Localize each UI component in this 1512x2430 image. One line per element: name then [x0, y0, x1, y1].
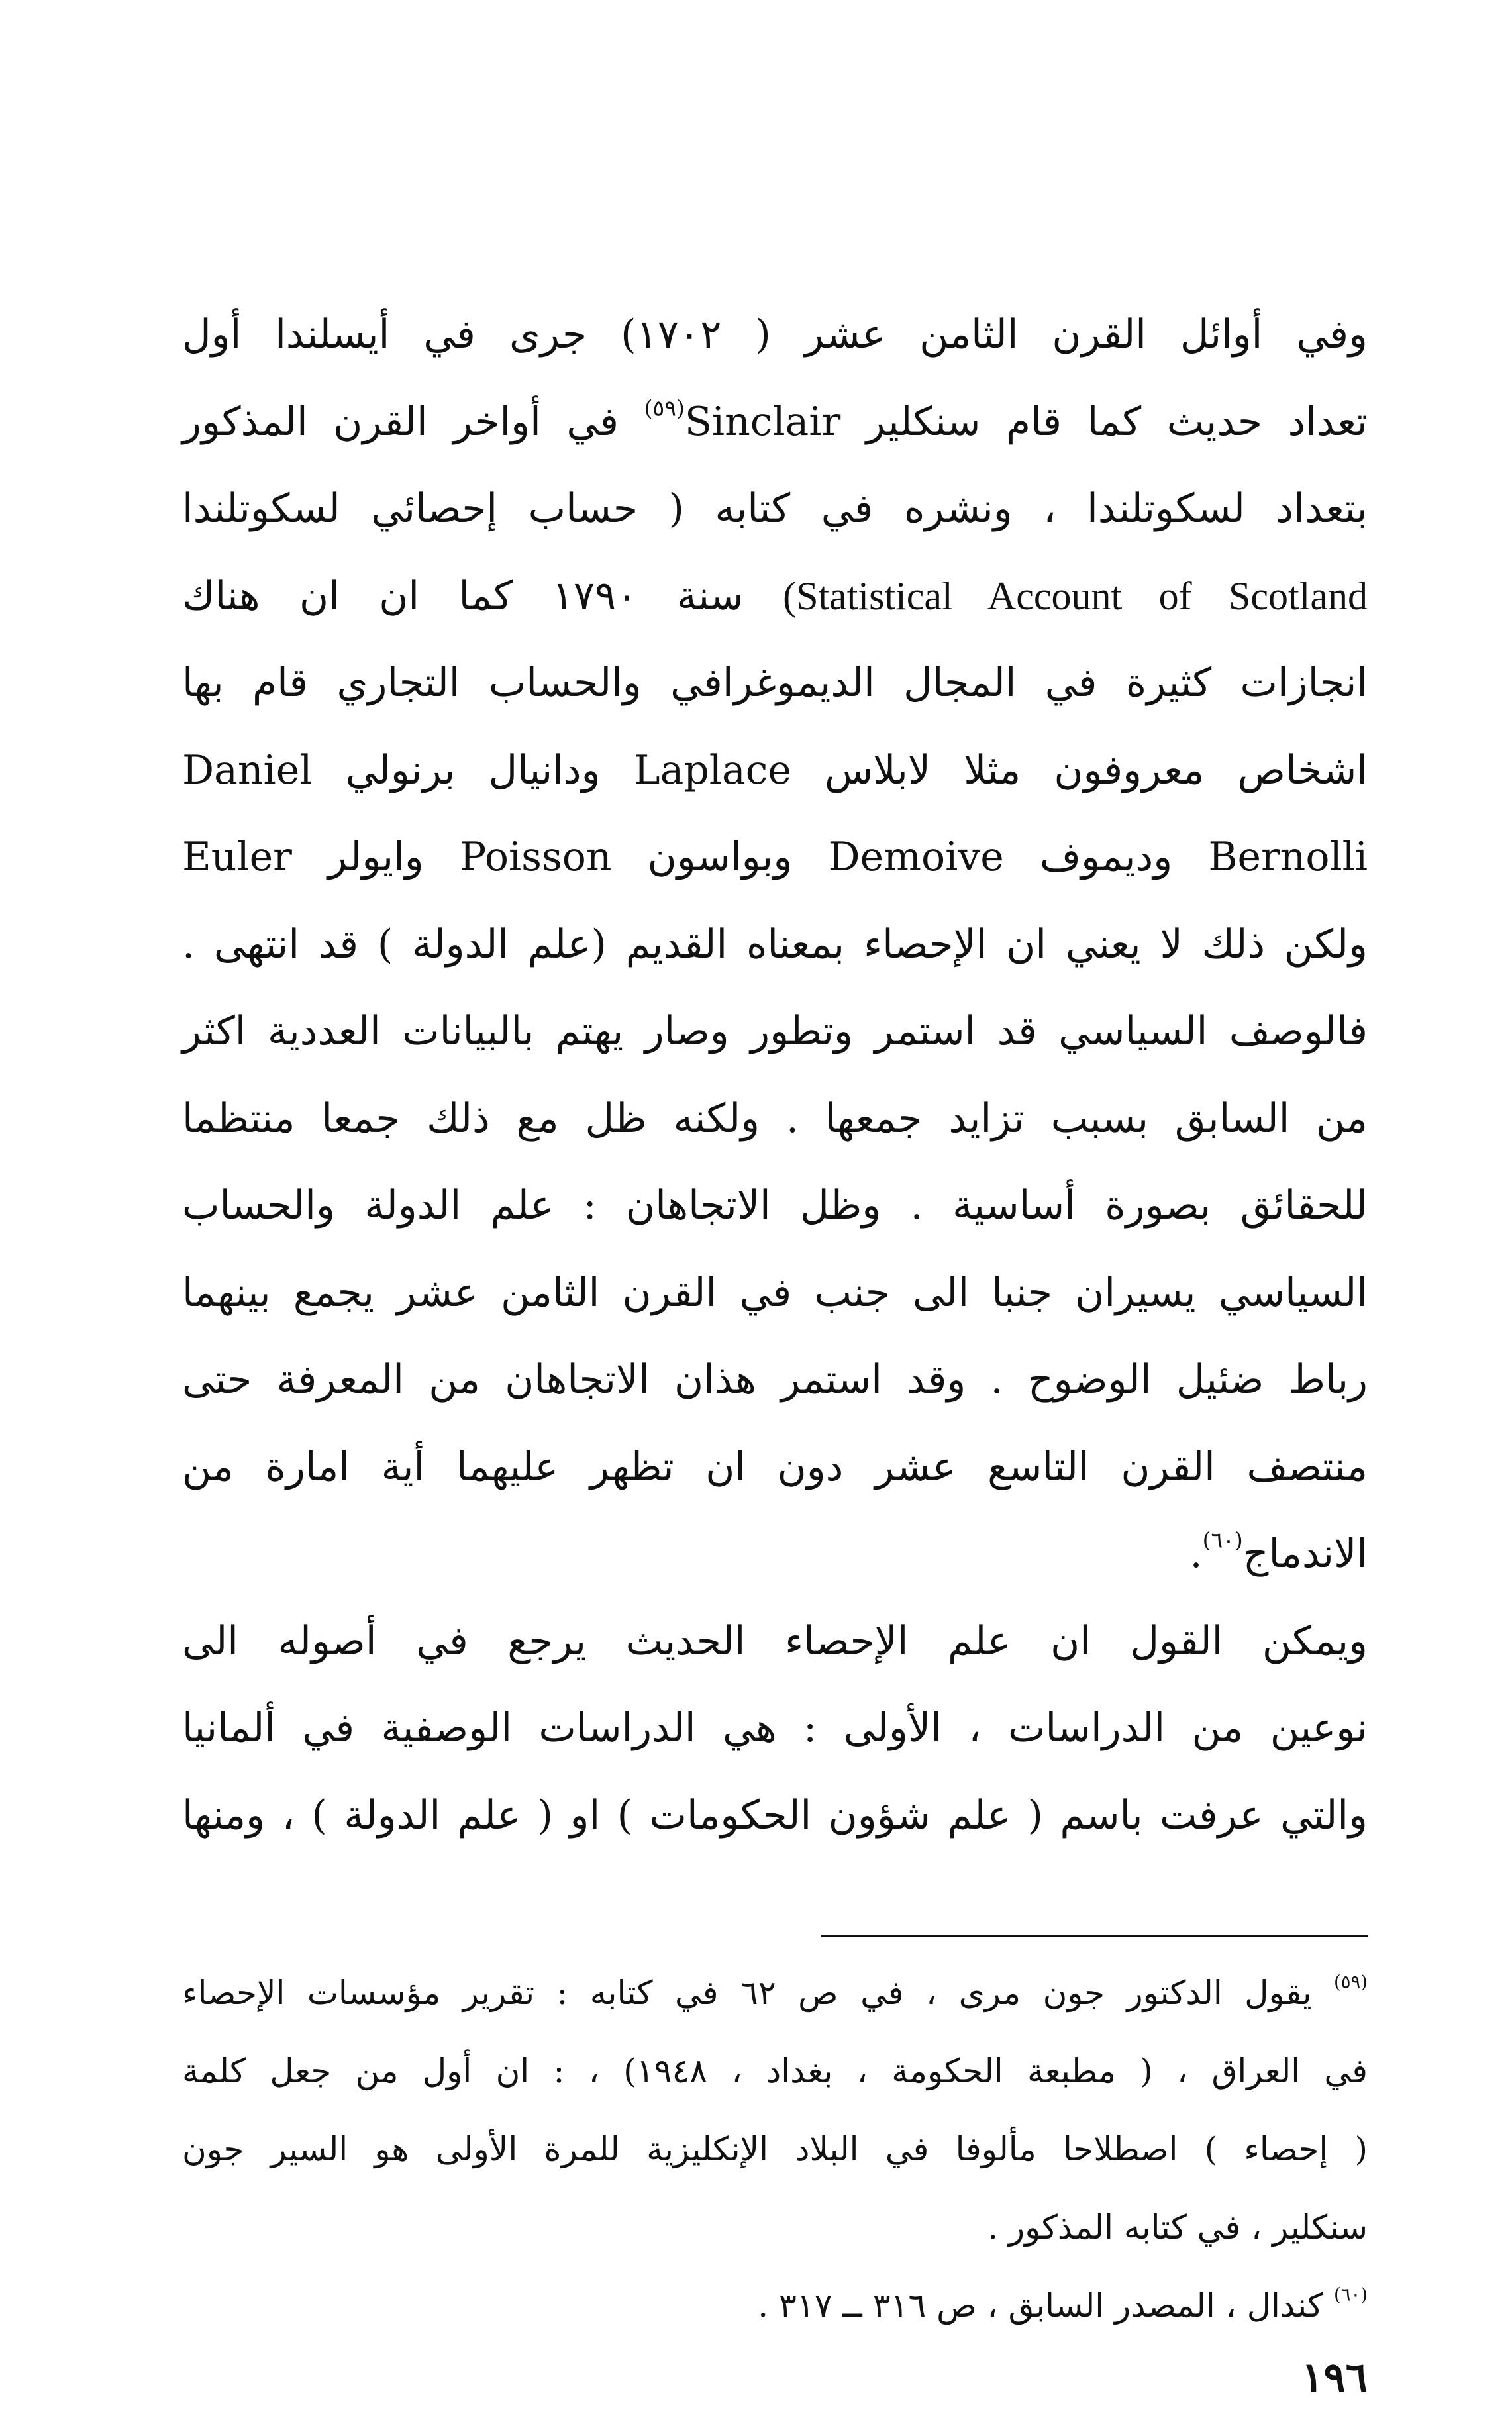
footnote-separator — [821, 1935, 1368, 1937]
text-line-1: وفي أوائل القرن الثامن عشر ( ١٧٠٢) جرى في أيسلندا أول — [182, 311, 1368, 358]
text-line-4-latin: (Statistical Account of Scotland — [783, 574, 1368, 618]
footnote-59-line-4: سنكلير ، في كتابه المذكور . — [987, 2208, 1368, 2247]
text-line-4 — [182, 553, 1368, 640]
text-line-16: ويمكن القول ان علم الإحصاء الحديث يرجع في أصوله الى — [182, 1617, 1368, 1664]
footnote-ref-60: (٦٠) — [1202, 1527, 1243, 1553]
footnote-59-marker: (٥٩) — [1333, 1971, 1368, 1993]
footnotes — [182, 1954, 1368, 2345]
text-line-14: منتصف القرن التاسع عشر دون ان تظهر عليهما أية امارة من — [182, 1443, 1368, 1490]
text-line-10: من السابق بسبب تزايد جمعها . ولكنه ظل مع ذلك جمعا منتظما — [182, 1095, 1368, 1142]
text-line-15-word: الاندماج — [1242, 1531, 1368, 1577]
text-line-9: فالوصف السياسي قد استمر وتطور وصار يهتم بالبيانات العددية اكثر — [182, 1008, 1368, 1054]
footnote-59-text-1: يقول الدكتور جون مرى ، في ص ٦٢ في كتابه : تقرير مؤسسات الإحصاء — [182, 1974, 1312, 2012]
text-line-15 — [182, 1511, 1368, 1598]
text-line-2-end: في أواخر القرن المذكور — [182, 398, 619, 445]
footnote-60 — [182, 2266, 1368, 2345]
footnote-60-text: كندال ، المصدر السابق ، ص ٣١٦ ــ ٣١٧ . — [758, 2286, 1324, 2325]
footnote-ref-59: (٥٩) — [644, 394, 685, 421]
page-number: ١٩٦ — [1301, 2353, 1368, 2402]
text-line-13: رباط ضئيل الوضوح . وقد استمر هذان الاتجاهان من المعرفة حتى — [182, 1356, 1368, 1403]
text-line-17: نوعين من الدراسات ، الأولى : هي الدراسات الوصفية في ألمانيا — [182, 1705, 1368, 1751]
main-body-text — [182, 291, 1368, 1859]
footnote-60-marker: (٦٠) — [1333, 2284, 1368, 2305]
text-line-15-period: . — [1189, 1531, 1203, 1577]
text-line-18: والتي عرفت باسم ( علم شؤون الحكومات ) او ( علم الدولة ) ، ومنها — [182, 1792, 1368, 1839]
footnote-59-line-2: في العراق ، ( مطبعة الحكومة ، بغداد ، ١٩٤٨) ، : ان أول من جعل كلمة — [182, 2052, 1368, 2090]
text-line-12: السياسي يسيران جنبا الى جنب في القرن الثامن عشر يجمع بينهما — [182, 1269, 1368, 1316]
text-line-4-arabic: سنة ١٧٩٠ كما ان ان هناك — [182, 572, 744, 619]
text-line-5: انجازات كثيرة في المجال الديموغرافي والحساب التجاري قام بها — [182, 660, 1368, 706]
text-line-3: بتعداد لسكوتلندا ، ونشره في كتابه ( حساب إحصائي لسكوتلندا — [182, 485, 1368, 532]
text-line-8: ولكن ذلك لا يعني ان الإحصاء بمعناه القديم (علم الدولة ) قد انتهى . — [182, 921, 1368, 968]
text-line-2 — [182, 379, 1368, 466]
text-line-7: Bernolli وديموف Demoive وبواسون Poisson وايولر Euler — [182, 834, 1368, 880]
text-line-2-start: تعداد حديث كما قام سنكلير Sinclair — [684, 398, 1368, 445]
footnote-59-line-1 — [182, 1954, 1368, 2032]
text-line-6: اشخاص معروفون مثلا لابلاس Laplace ودانيال برنولي Daniel — [182, 746, 1368, 793]
footnote-59-line-3: ( إحصاء ) اصطلاحا مألوفا في البلاد الإنكليزية للمرة الأولى هو السير جون — [182, 2130, 1368, 2168]
text-line-11: للحقائق بصورة أساسية . وظل الاتجاهان : علم الدولة والحساب — [182, 1182, 1368, 1229]
